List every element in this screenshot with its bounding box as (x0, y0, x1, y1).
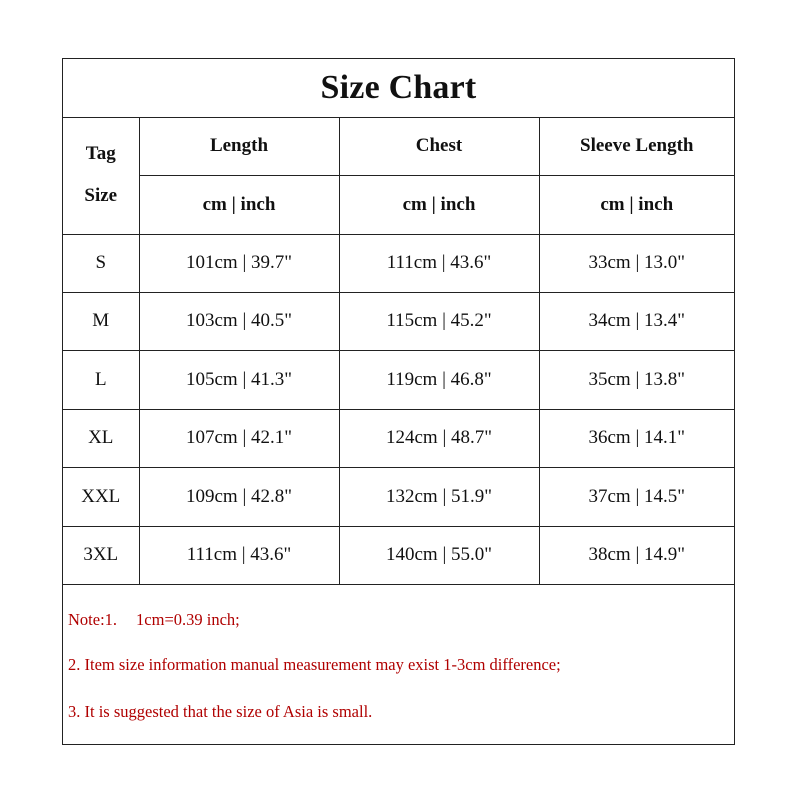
size-cell: S (63, 234, 139, 292)
chest-unit: cm | inch (339, 175, 539, 234)
notes-section (63, 585, 734, 745)
length-cell: 103cm | 40.5" (139, 292, 339, 350)
length-cell: 105cm | 41.3" (139, 350, 339, 409)
length-cell: 101cm | 39.7" (139, 234, 339, 292)
note-2: 2. Item size information manual measurement may exist 1-3cm difference; (68, 655, 561, 674)
sleeve-cell: 36cm | 14.1" (539, 409, 734, 467)
note-1 (68, 610, 240, 630)
table-row (63, 234, 734, 292)
sleeve-cell: 33cm | 13.0" (539, 234, 734, 292)
note-1-text: 1cm=0.39 inch; (136, 610, 240, 629)
chest-cell: 132cm | 51.9" (339, 467, 539, 526)
size-cell: XXL (63, 467, 139, 526)
length-cell: 109cm | 42.8" (139, 467, 339, 526)
tag-size-header (63, 117, 139, 234)
sleeve-cell: 37cm | 14.5" (539, 467, 734, 526)
size-table (63, 117, 734, 585)
length-cell: 111cm | 43.6" (139, 526, 339, 584)
header-row (63, 117, 734, 175)
chest-cell: 124cm | 48.7" (339, 409, 539, 467)
note-3: 3. It is suggested that the size of Asia is small. (68, 702, 373, 721)
table-row (63, 526, 734, 584)
unit-row (63, 175, 734, 234)
table-row (63, 409, 734, 467)
chest-cell: 140cm | 55.0" (339, 526, 539, 584)
sleeve-cell: 38cm | 14.9" (539, 526, 734, 584)
table-row (63, 467, 734, 526)
table-row (63, 292, 734, 350)
length-cell: 107cm | 42.1" (139, 409, 339, 467)
table-row (63, 350, 734, 409)
chest-cell: 115cm | 45.2" (339, 292, 539, 350)
size-cell: 3XL (63, 526, 139, 584)
sleeve-unit: cm | inch (539, 175, 734, 234)
chest-cell: 111cm | 43.6" (339, 234, 539, 292)
length-unit: cm | inch (139, 175, 339, 234)
chart-title: Size Chart (63, 59, 734, 118)
size-cell: L (63, 350, 139, 409)
size-cell: M (63, 292, 139, 350)
tag-label: Tag (85, 143, 116, 165)
sleeve-cell: 34cm | 13.4" (539, 292, 734, 350)
size-label: Size (84, 185, 118, 207)
length-header: Length (139, 117, 339, 175)
sleeve-length-header: Sleeve Length (539, 117, 734, 175)
sleeve-cell: 35cm | 13.8" (539, 350, 734, 409)
size-cell: XL (63, 409, 139, 467)
chest-header: Chest (339, 117, 539, 175)
size-chart (62, 58, 735, 745)
chest-cell: 119cm | 46.8" (339, 350, 539, 409)
note-1-prefix: Note:1. (68, 610, 118, 629)
